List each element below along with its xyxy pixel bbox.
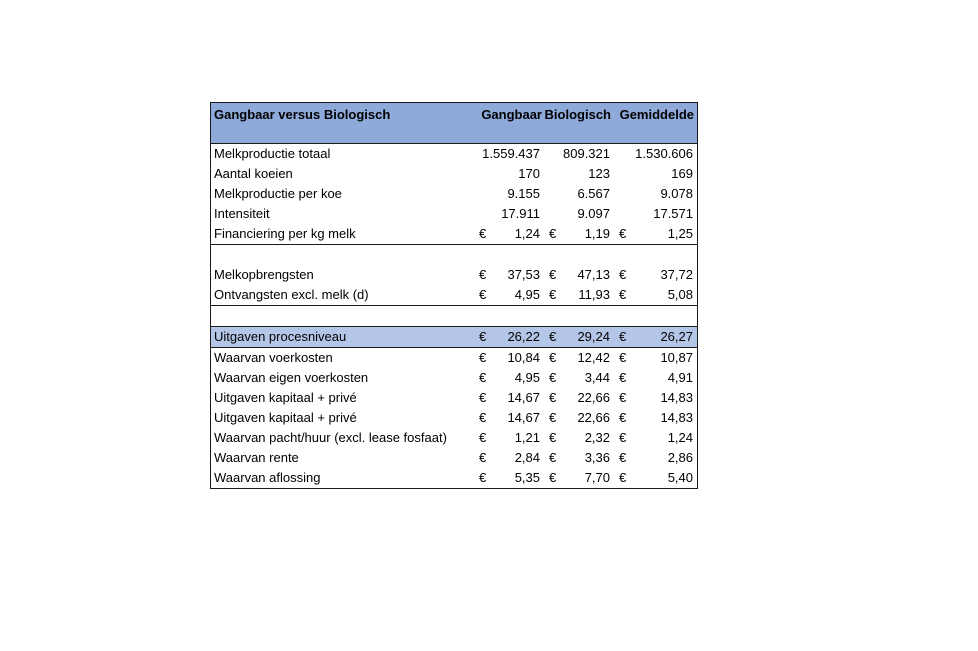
currency-symbol: € [549, 470, 557, 485]
cell-value-biologisch: 3,36 [584, 450, 610, 465]
table-row [211, 285, 697, 305]
column-header-gangbaar: Gangbaar [481, 107, 542, 122]
table-row [211, 265, 697, 285]
table-row [211, 164, 697, 184]
section-production [211, 144, 697, 244]
currency-symbol: € [619, 329, 627, 344]
cell-value-biologisch: 2,32 [584, 430, 610, 445]
currency-symbol: € [619, 470, 627, 485]
cell-value-gangbaar: 5,35 [514, 470, 540, 485]
cell-value-gangbaar: 37,53 [507, 267, 540, 282]
currency-symbol: € [479, 390, 487, 405]
table-row [211, 224, 697, 244]
table-row [211, 468, 697, 488]
currency-symbol: € [619, 410, 627, 425]
cell-value-gangbaar: 170 [518, 166, 540, 181]
cell-value-gangbaar: 14,67 [507, 410, 540, 425]
comparison-table [210, 102, 698, 489]
table-header [211, 103, 697, 144]
cell-value-gemiddelde: 1,24 [667, 430, 693, 445]
section-divider [211, 244, 697, 265]
currency-symbol: € [549, 350, 557, 365]
table-row [211, 348, 697, 368]
cell-value-gemiddelde: 17.571 [653, 206, 693, 221]
currency-symbol: € [479, 350, 487, 365]
cell-value-gangbaar: 26,22 [507, 329, 540, 344]
currency-symbol: € [479, 226, 487, 241]
cell-value-gemiddelde: 169 [671, 166, 693, 181]
cell-value-biologisch: 7,70 [584, 470, 610, 485]
cell-value-biologisch: 9.097 [577, 206, 610, 221]
row-label: Melkopbrengsten [214, 267, 314, 282]
table-row [211, 368, 697, 388]
cell-value-biologisch: 1,19 [584, 226, 610, 241]
row-label: Melkproductie per koe [214, 186, 342, 201]
currency-symbol: € [619, 430, 627, 445]
currency-symbol: € [479, 329, 487, 344]
section-divider [211, 305, 697, 326]
cell-value-gangbaar: 1,24 [514, 226, 540, 241]
currency-symbol: € [619, 370, 627, 385]
cell-value-gangbaar: 4,95 [514, 370, 540, 385]
currency-symbol: € [619, 267, 627, 282]
cell-value-gemiddelde: 1.530.606 [635, 146, 693, 161]
row-label: Waarvan aflossing [214, 470, 321, 485]
currency-symbol: € [479, 370, 487, 385]
row-label: Intensiteit [214, 206, 270, 221]
row-label: Uitgaven kapitaal + privé [214, 390, 357, 405]
cell-value-biologisch: 123 [588, 166, 610, 181]
cell-value-biologisch: 3,44 [584, 370, 610, 385]
cell-value-gangbaar: 17.911 [501, 206, 540, 221]
cell-value-gemiddelde: 14,83 [660, 410, 693, 425]
cell-value-gemiddelde: 10,87 [660, 350, 693, 365]
currency-symbol: € [549, 267, 557, 282]
table-row [211, 204, 697, 224]
row-label: Financiering per kg melk [214, 226, 356, 241]
cell-value-gemiddelde: 14,83 [660, 390, 693, 405]
currency-symbol: € [619, 287, 627, 302]
row-label: Waarvan voerkosten [214, 350, 333, 365]
cell-value-biologisch: 12,42 [577, 350, 610, 365]
cell-value-gangbaar: 10,84 [507, 350, 540, 365]
currency-symbol: € [479, 450, 487, 465]
cell-value-gangbaar: 1,21 [514, 430, 540, 445]
cell-value-gangbaar: 14,67 [507, 390, 540, 405]
row-label: Waarvan pacht/huur (excl. lease fosfaat) [214, 430, 447, 445]
currency-symbol: € [619, 390, 627, 405]
cell-value-gemiddelde: 9.078 [660, 186, 693, 201]
currency-symbol: € [549, 226, 557, 241]
cell-value-biologisch: 22,66 [577, 410, 610, 425]
cell-value-gemiddelde: 1,25 [667, 226, 693, 241]
table-row [211, 408, 697, 428]
cell-value-gemiddelde: 5,08 [667, 287, 693, 302]
table-row [211, 448, 697, 468]
section-expenses-header [211, 326, 697, 348]
section-revenue [211, 265, 697, 305]
row-label: Melkproductie totaal [214, 146, 331, 161]
table-title: Gangbaar versus Biologisch [214, 107, 391, 122]
row-label: Waarvan rente [214, 450, 299, 465]
currency-symbol: € [479, 470, 487, 485]
currency-symbol: € [479, 267, 487, 282]
column-header-biologisch: Biologisch [544, 107, 611, 122]
column-header-gemiddelde: Gemiddelde [619, 107, 694, 122]
currency-symbol: € [619, 450, 627, 465]
cell-value-biologisch: 809.321 [563, 146, 610, 161]
cell-value-biologisch: 22,66 [577, 390, 610, 405]
row-label: Uitgaven procesniveau [214, 329, 347, 344]
cell-value-gangbaar: 1.559.437 [482, 146, 540, 161]
currency-symbol: € [479, 410, 487, 425]
cell-value-gemiddelde: 37,72 [660, 267, 693, 282]
table-row [211, 144, 697, 164]
cell-value-gemiddelde: 5,40 [667, 470, 693, 485]
row-label: Aantal koeien [214, 166, 293, 181]
table-row [211, 184, 697, 204]
currency-symbol: € [549, 329, 557, 344]
currency-symbol: € [479, 287, 487, 302]
cell-value-biologisch: 11,93 [578, 287, 610, 302]
cell-value-gangbaar: 4,95 [514, 287, 540, 302]
currency-symbol: € [619, 226, 627, 241]
currency-symbol: € [549, 450, 557, 465]
section-expenses [211, 348, 697, 488]
row-label: Uitgaven kapitaal + privé [214, 410, 357, 425]
cell-value-gangbaar: 2,84 [514, 450, 540, 465]
table-row [211, 428, 697, 448]
currency-symbol: € [549, 410, 557, 425]
cell-value-biologisch: 29,24 [577, 329, 610, 344]
cell-value-gemiddelde: 26,27 [660, 329, 693, 344]
cell-value-gemiddelde: 4,91 [667, 370, 693, 385]
currency-symbol: € [479, 430, 487, 445]
row-label: Ontvangsten excl. melk (d) [214, 287, 369, 302]
cell-value-biologisch: 6.567 [577, 186, 610, 201]
currency-symbol: € [549, 390, 557, 405]
cell-value-gangbaar: 9.155 [507, 186, 540, 201]
cell-value-biologisch: 47,13 [577, 267, 610, 282]
currency-symbol: € [549, 430, 557, 445]
currency-symbol: € [549, 287, 557, 302]
cell-value-gemiddelde: 2,86 [667, 450, 693, 465]
currency-symbol: € [619, 350, 627, 365]
table-row [211, 388, 697, 408]
row-label: Waarvan eigen voerkosten [214, 370, 369, 385]
currency-symbol: € [549, 370, 557, 385]
table-row [211, 326, 697, 348]
